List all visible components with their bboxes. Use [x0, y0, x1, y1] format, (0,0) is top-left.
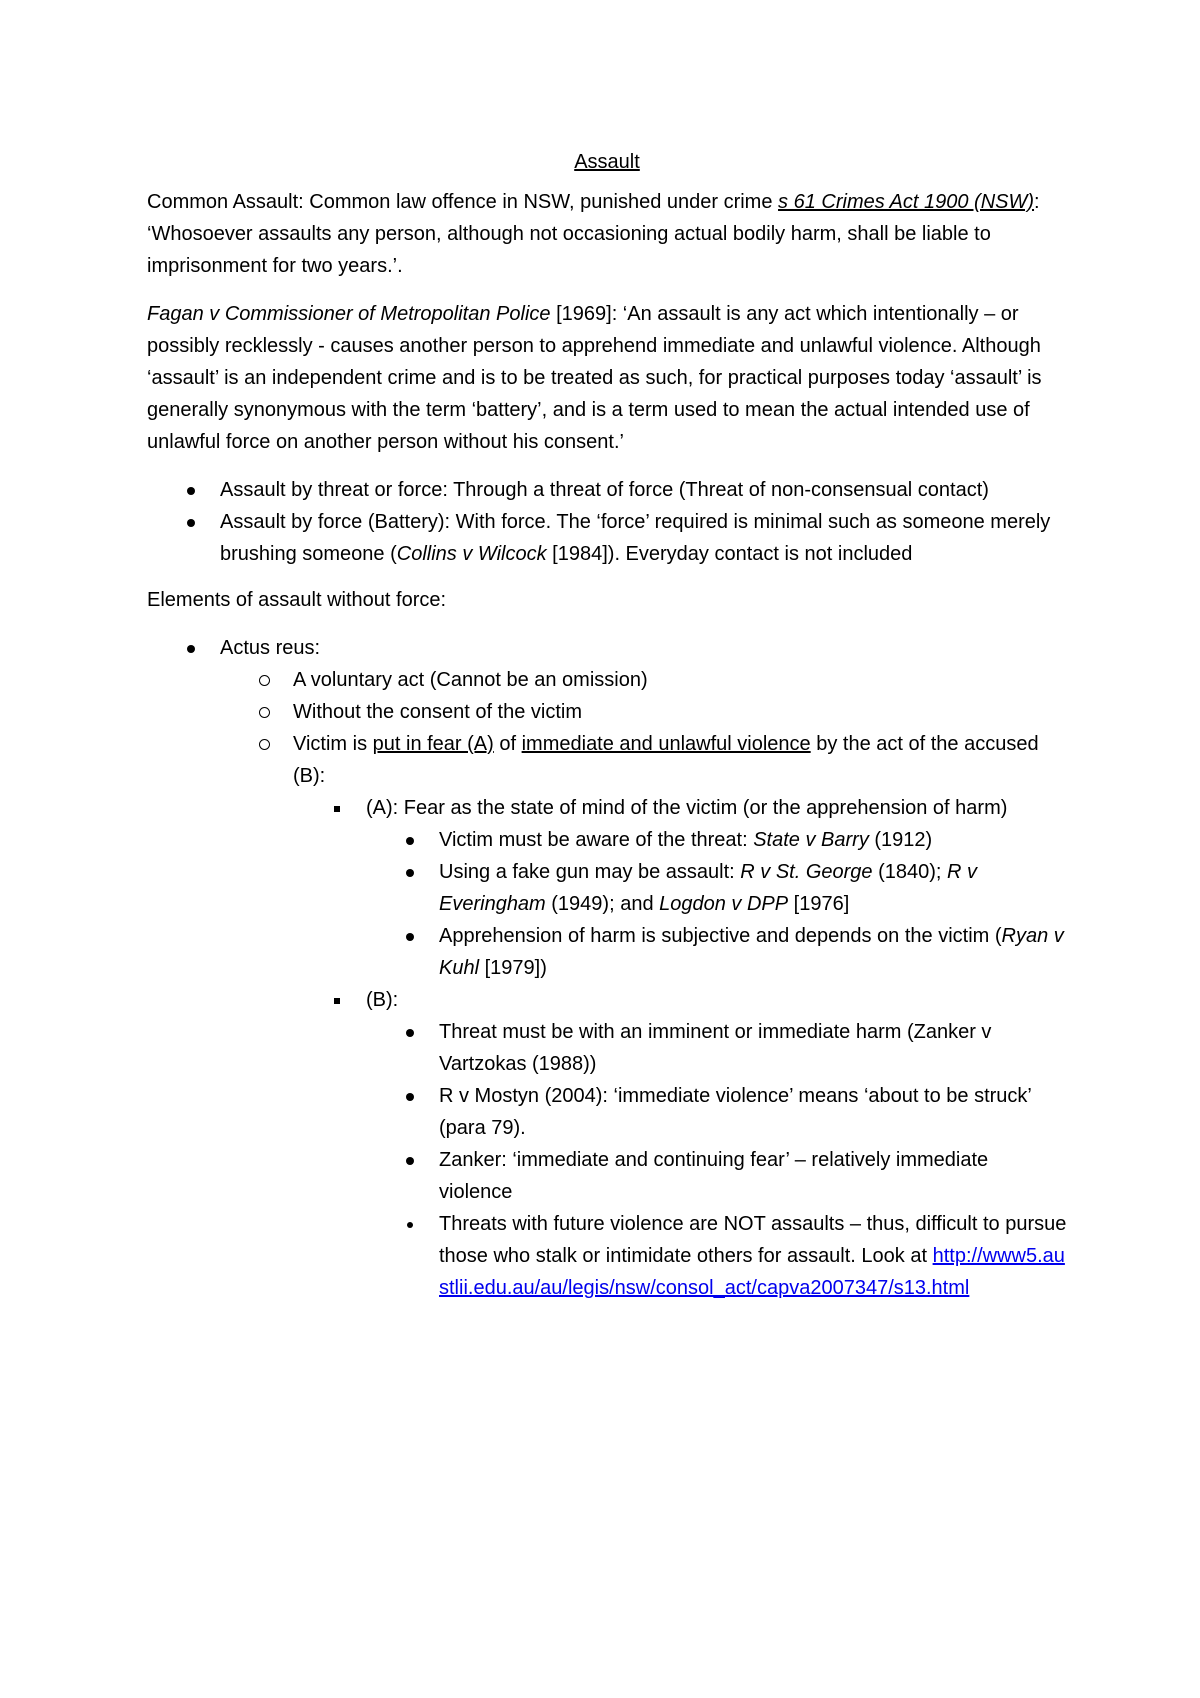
fagan-paragraph	[147, 298, 1067, 458]
zanker-text: Zanker: ‘immediate and continuing fear’ – relatively immediate violence	[439, 1149, 989, 1203]
list-item	[147, 1080, 1067, 1144]
imminent-text: Threat must be with an imminent or immediate harm (Zanker v Vartzokas (1988))	[439, 1021, 992, 1075]
elements-list	[147, 632, 1067, 1304]
list-item	[147, 632, 1067, 664]
mostyn-text: R v Mostyn (2004): ‘immediate violence’ means ‘about to be struck’ (para 79).	[439, 1085, 1032, 1139]
list-item	[147, 792, 1067, 824]
voluntary-act-text: A voluntary act (Cannot be an omission)	[293, 669, 648, 691]
bullet-icon	[400, 1144, 420, 1176]
list-item	[147, 984, 1067, 1016]
hollow-bullet-icon	[254, 696, 274, 728]
bullet-icon	[400, 920, 420, 952]
elements-heading: Elements of assault without force:	[147, 589, 447, 611]
list-item	[147, 920, 1067, 984]
fear-a-underlined: put in fear (A)	[372, 733, 494, 755]
gun-pre: Using a fake gun may be assault:	[439, 861, 741, 883]
list-item	[147, 1016, 1067, 1080]
force-type-case: Collins v Wilcock	[396, 543, 547, 565]
gun-mid-2: (1949); and	[545, 893, 660, 915]
gun-post: [1976]	[788, 893, 850, 915]
list-item	[147, 506, 1067, 570]
actus-reus-label: Actus reus:	[220, 637, 321, 659]
a-label: (A): Fear as the state of mind of the victim (or the apprehension of harm)	[366, 797, 1008, 819]
austlii-link[interactable]: http://www5.austlii.edu.au/au/legis/nsw/consol_act/capva2007347/s13.html	[439, 1245, 1065, 1299]
list-item	[147, 664, 1067, 696]
aware-case: State v Barry	[753, 829, 869, 851]
list-item	[147, 728, 1067, 792]
list-item	[147, 856, 1067, 920]
bullet-icon	[181, 474, 201, 506]
subj-case: Ryan v Kuhl	[439, 925, 1064, 979]
fear-b-underlined: immediate and unlawful violence	[521, 733, 811, 755]
force-type-suffix: [1984]). Everyday contact is not included	[546, 543, 913, 565]
gun-case-3: Logdon v DPP	[659, 893, 789, 915]
force-type-prefix: Assault by force (Battery): With force. The ‘force’ required is minimal such as someone merely brushing someone (	[220, 511, 1051, 565]
bullet-icon	[400, 824, 420, 856]
fear-post: by the act of the accused (B):	[293, 733, 1039, 787]
intro-paragraph	[147, 186, 1067, 282]
list-item	[147, 474, 1067, 506]
document-body	[147, 146, 1067, 1318]
bullet-icon	[400, 1208, 420, 1240]
bullet-icon	[400, 1080, 420, 1112]
fagan-quote: : ‘An assault is any act which intentionally – or possibly recklessly - causes another person to apprehend immediate and unlawful violence. Although ‘assault’ is an independent crime and is to be treated as such, for practical purposes today ‘assault’ is generally synonymous with the term ‘battery’, and is a term used to mean the actual intended use of unlawful force on another person without his consent.’	[147, 303, 1042, 453]
intro-prefix: Common Assault: Common law offence in NSW, punished under crime	[147, 191, 779, 213]
fear-mid: of	[493, 733, 522, 755]
list-item	[147, 824, 1067, 856]
list-item	[147, 1144, 1067, 1208]
square-bullet-icon	[327, 984, 347, 1016]
intro-suffix: : ‘Whosoever assaults any person, although not occasioning actual bodily harm, shall be liable to imprisonment for two years.’.	[147, 191, 1040, 277]
future-text: Threats with future violence are NOT assaults – thus, difficult to pursue those who stalk or intimidate others for assault. Look at	[439, 1213, 1067, 1267]
gun-mid-1: (1840);	[872, 861, 948, 883]
gun-case-2: R v Everingham	[439, 861, 978, 915]
consent-text: Without the consent of the victim	[293, 701, 583, 723]
bullet-icon	[400, 1016, 420, 1048]
hollow-bullet-icon	[254, 664, 274, 696]
aware-post: (1912)	[868, 829, 933, 851]
gun-case-1: R v St. George	[740, 861, 873, 883]
statute-reference: s 61 Crimes Act 1900 (NSW)	[778, 191, 1035, 213]
aware-pre: Victim must be aware of the threat:	[439, 829, 754, 851]
bullet-icon	[400, 856, 420, 888]
subj-pre: Apprehension of harm is subjective and depends on the victim (	[439, 925, 1002, 947]
fagan-case-name: Fagan v Commissioner of Metropolitan Police	[147, 303, 551, 325]
fagan-year: [1969]	[550, 303, 612, 325]
square-bullet-icon	[327, 792, 347, 824]
list-item	[147, 1208, 1067, 1304]
bullet-icon	[181, 632, 201, 664]
hollow-bullet-icon	[254, 728, 274, 760]
page-title: Assault	[574, 151, 640, 173]
bullet-icon	[181, 506, 201, 538]
b-label: (B):	[366, 989, 399, 1011]
assault-types-list	[147, 474, 1067, 570]
list-item	[147, 696, 1067, 728]
threat-type-text: Assault by threat or force: Through a threat of force (Threat of non-consensual contact)	[220, 479, 989, 501]
fear-pre: Victim is	[293, 733, 373, 755]
subj-post: [1979])	[479, 957, 547, 979]
